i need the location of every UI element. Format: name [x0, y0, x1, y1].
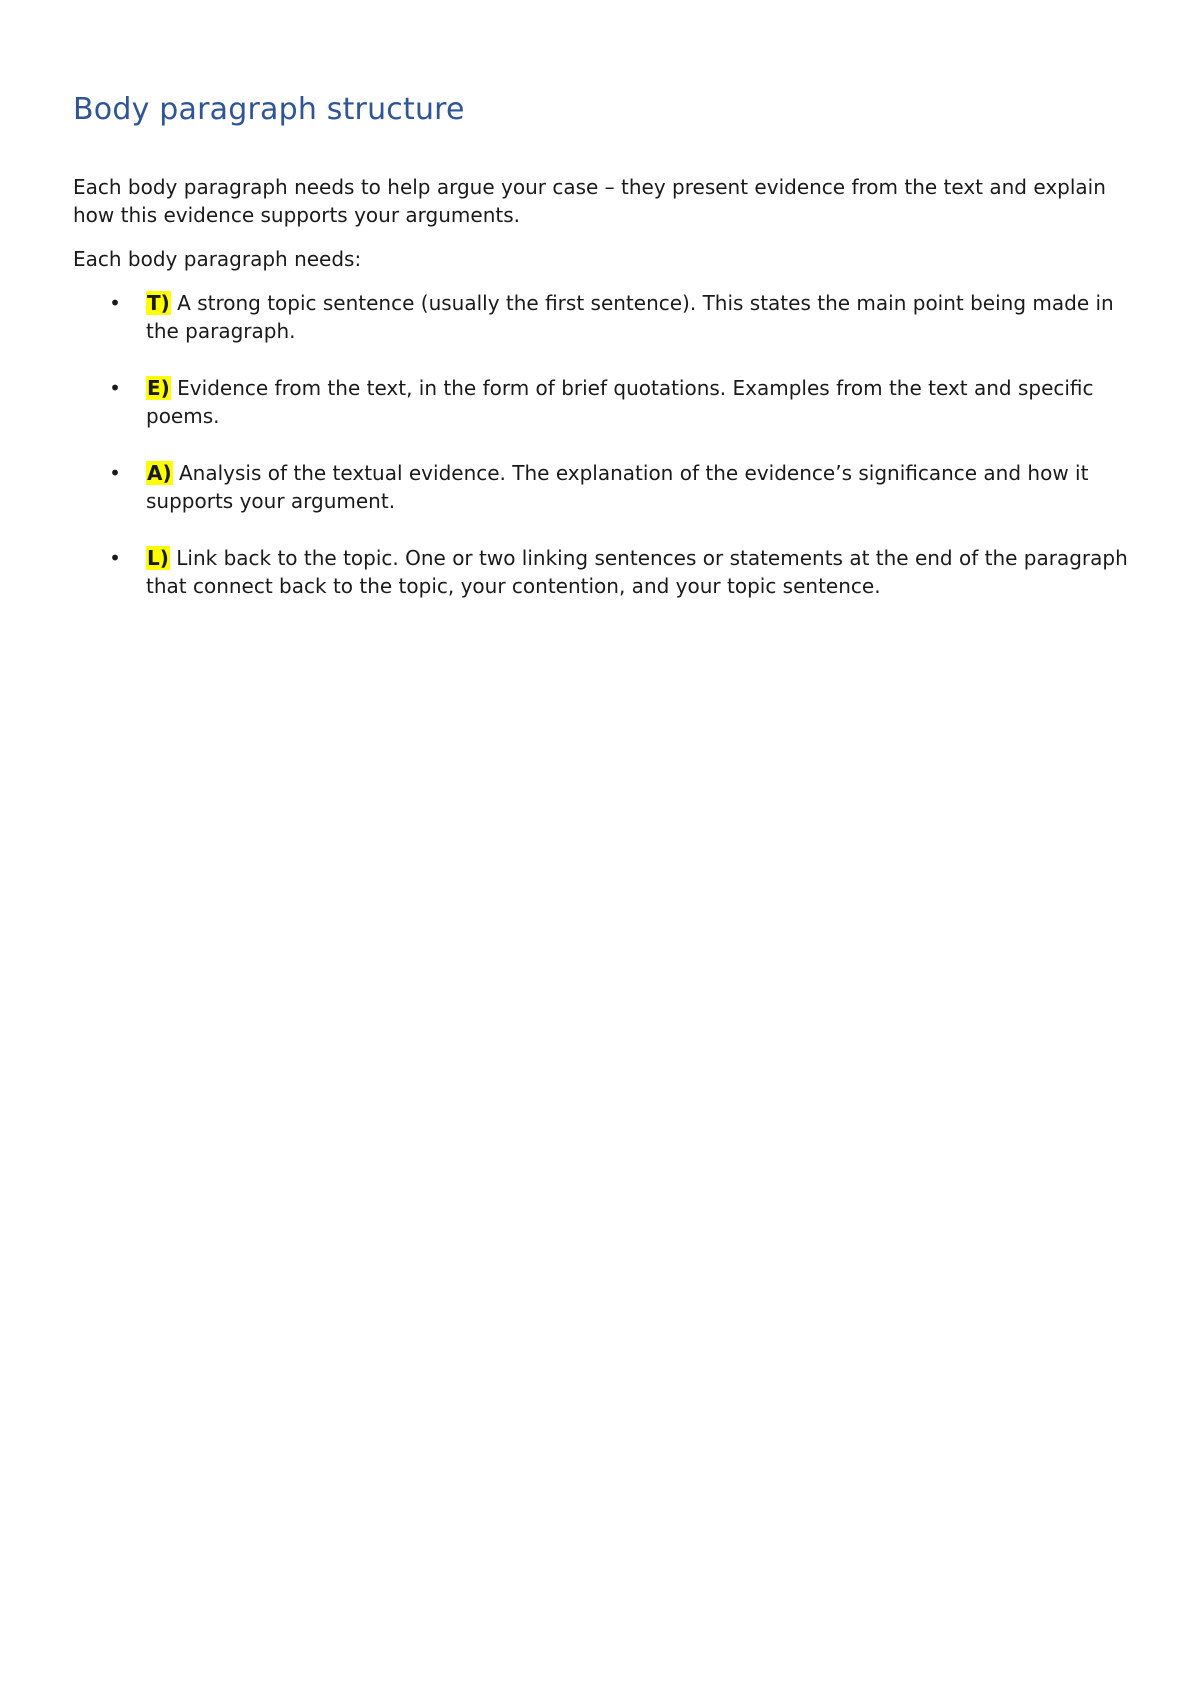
item-tag: A) — [147, 461, 172, 485]
page-title: Body paragraph structure — [73, 92, 465, 127]
bullet-icon: • — [109, 461, 121, 485]
list-item-analysis — [73, 459, 1133, 515]
item-text: Analysis of the textual evidence. The explanation of the evidence’s significance and how it supports your argument. — [146, 461, 1089, 513]
list-item-topic — [73, 289, 1133, 345]
intro-paragraph: Each body paragraph needs to help argue your case – they present evidence from the text and explain how this evidence supports your arguments. — [73, 175, 1106, 227]
list-item-evidence — [73, 374, 1133, 430]
bullet-icon: • — [109, 376, 121, 400]
needs-label: Each body paragraph needs: — [73, 247, 362, 271]
item-tag: T) — [147, 291, 170, 315]
item-tag: L) — [147, 546, 169, 570]
item-text: A strong topic sentence (usually the first sentence). This states the main point being made in the paragraph. — [146, 291, 1114, 343]
list-item-link — [73, 544, 1133, 600]
teal-list — [73, 289, 1133, 600]
document-page — [73, 90, 1133, 629]
item-text: Evidence from the text, in the form of brief quotations. Examples from the text and specific poems. — [146, 376, 1094, 428]
bullet-icon: • — [109, 291, 121, 315]
item-text: Link back to the topic. One or two linking sentences or statements at the end of the paragraph that connect back to the topic, your contention, and your topic sentence. — [146, 546, 1128, 598]
item-tag: E) — [147, 376, 170, 400]
bullet-icon: • — [109, 546, 121, 570]
